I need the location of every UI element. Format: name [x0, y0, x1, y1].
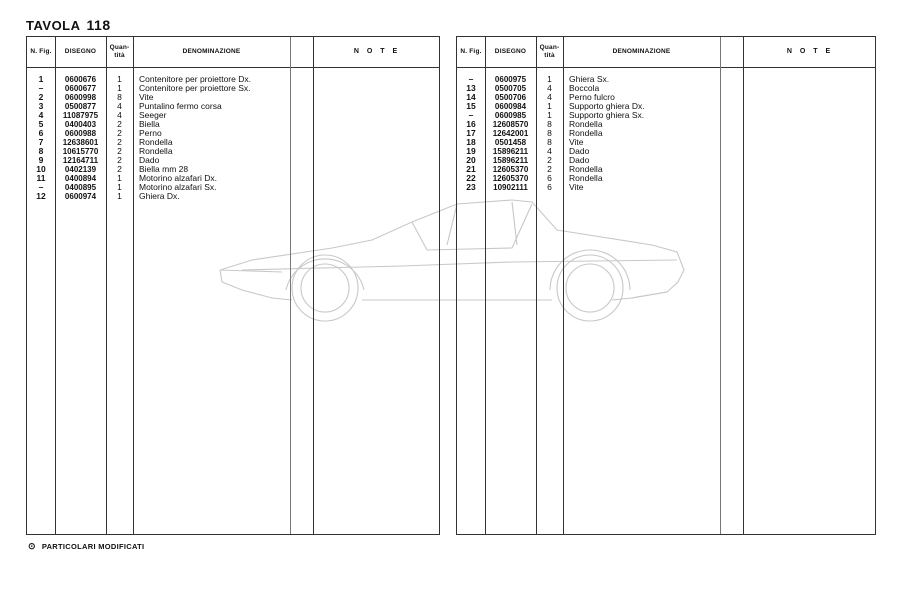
quantity: 4 [547, 83, 552, 93]
quantity: 4 [547, 146, 552, 156]
table-row [457, 93, 875, 102]
description: Biella mm 28 [139, 164, 189, 174]
quantity: 4 [547, 92, 552, 102]
table-row [27, 129, 439, 138]
header-divider [457, 67, 875, 68]
quantity: 6 [547, 182, 552, 192]
quantity: 2 [117, 146, 122, 156]
table-row [27, 192, 439, 201]
fig-number: – [468, 110, 474, 120]
part-code: 10615770 [62, 147, 99, 156]
description: Ghiera Sx. [569, 74, 610, 84]
part-code: 0600974 [64, 192, 97, 201]
description: Vite [139, 92, 154, 102]
quantity: 2 [117, 137, 122, 147]
fig-number: – [468, 74, 474, 84]
description: Rondella [139, 146, 173, 156]
quantity: 8 [117, 92, 122, 102]
footer-note [28, 541, 144, 552]
quantity: 1 [547, 74, 552, 84]
part-code: 0400403 [64, 120, 97, 129]
fig-number: 8 [38, 146, 44, 156]
table-row [457, 183, 875, 192]
quantity: 1 [117, 182, 122, 192]
description: Supporto ghiera Dx. [569, 101, 645, 111]
quantity: 6 [547, 173, 552, 183]
quantity: 2 [117, 164, 122, 174]
column-header-code: DISEGNO [494, 48, 527, 55]
fig-number: 14 [466, 92, 476, 102]
quantity: 2 [117, 155, 122, 165]
part-code: 0600988 [64, 129, 97, 138]
table-row [27, 102, 439, 111]
quantity: 2 [547, 164, 552, 174]
fig-number: 7 [38, 137, 44, 147]
part-code: 15896211 [492, 147, 529, 156]
table-row [27, 138, 439, 147]
part-code: 11087975 [62, 111, 99, 120]
table-row [457, 120, 875, 129]
table-row [457, 84, 875, 93]
part-code: 0501458 [494, 138, 527, 147]
table-row [27, 147, 439, 156]
fig-number: 4 [38, 110, 44, 120]
fig-number: 21 [466, 164, 476, 174]
part-code: 0600984 [494, 102, 527, 111]
table-row [457, 147, 875, 156]
page-title-number: 118 [86, 17, 111, 33]
page-title [26, 17, 111, 33]
quantity: 2 [547, 155, 552, 165]
table-row [27, 120, 439, 129]
fig-number: 23 [466, 182, 476, 192]
part-code: 0600975 [494, 75, 527, 84]
quantity: 8 [547, 128, 552, 138]
description: Supporto ghiera Sx. [569, 110, 645, 120]
table-row [457, 156, 875, 165]
column-header-qty: Quan- tità [109, 44, 130, 59]
fig-number: 16 [466, 119, 476, 129]
quantity: 2 [117, 128, 122, 138]
table-row [27, 183, 439, 192]
modified-marker-icon: ⊙ [28, 541, 36, 551]
column-header-desc: DENOMINAZIONE [182, 48, 241, 55]
quantity: 1 [547, 110, 552, 120]
fig-number: 9 [38, 155, 44, 165]
fig-number: 2 [38, 92, 44, 102]
description: Rondella [139, 137, 173, 147]
header-divider [27, 67, 439, 68]
description: Contenitore per proiettore Dx. [139, 74, 251, 84]
part-code: 0400894 [64, 174, 97, 183]
parts-table-right [456, 36, 876, 535]
description: Contenitore per proiettore Sx. [139, 83, 251, 93]
fig-number: 20 [466, 155, 476, 165]
table-row [27, 174, 439, 183]
part-code: 0600998 [64, 93, 97, 102]
fig-number: 15 [466, 101, 476, 111]
quantity: 4 [117, 110, 122, 120]
description: Boccola [569, 83, 600, 93]
part-code: 0600677 [64, 84, 97, 93]
quantity: 4 [117, 101, 122, 111]
parts-rows-right [457, 75, 875, 192]
description: Motorino alzafari Sx. [139, 182, 217, 192]
description: Perno [139, 128, 162, 138]
part-code: 0600985 [494, 111, 527, 120]
table-row [457, 75, 875, 84]
column-header-note: N O T E [786, 48, 834, 55]
part-code: 0500705 [494, 84, 527, 93]
part-code: 12642001 [492, 129, 529, 138]
part-code: 0600676 [64, 75, 97, 84]
description: Vite [569, 137, 584, 147]
quantity: 1 [117, 74, 122, 84]
fig-number: 17 [466, 128, 476, 138]
description: Puntalino fermo corsa [139, 101, 222, 111]
part-code: 12638601 [62, 138, 99, 147]
fig-number: 1 [38, 74, 44, 84]
column-header-desc: DENOMINAZIONE [612, 48, 671, 55]
description: Dado [569, 155, 590, 165]
part-code: 12608570 [492, 120, 529, 129]
table-row [27, 93, 439, 102]
table-row [27, 156, 439, 165]
fig-number: 3 [38, 101, 44, 111]
part-code: 0500706 [494, 93, 527, 102]
fig-number: – [38, 83, 44, 93]
column-header-qty: Quan- tità [539, 44, 560, 59]
page-title-label: TAVOLA [26, 18, 81, 33]
footer-text: PARTICOLARI MODIFICATI [41, 542, 145, 551]
part-code: 12605370 [492, 165, 529, 174]
column-header-note: N O T E [353, 48, 401, 55]
fig-number: 11 [36, 173, 46, 183]
description: Vite [569, 182, 584, 192]
table-row [27, 165, 439, 174]
description: Dado [569, 146, 590, 156]
quantity: 1 [547, 101, 552, 111]
description: Biella [139, 119, 160, 129]
quantity: 8 [547, 119, 552, 129]
part-code: 12605370 [492, 174, 529, 183]
column-header-fig: N. Fig. [460, 48, 482, 55]
description: Seeger [139, 110, 167, 120]
table-row [27, 111, 439, 120]
description: Ghiera Dx. [139, 191, 180, 201]
description: Rondella [569, 164, 603, 174]
part-code: 15896211 [492, 156, 529, 165]
part-code: 0402139 [64, 165, 97, 174]
quantity: 1 [117, 191, 122, 201]
table-row [457, 174, 875, 183]
quantity: 1 [117, 173, 122, 183]
description: Motorino alzafari Dx. [139, 173, 217, 183]
quantity: 1 [117, 83, 122, 93]
description: Rondella [569, 128, 603, 138]
fig-number: 13 [466, 83, 476, 93]
table-row [457, 102, 875, 111]
column-header-fig: N. Fig. [30, 48, 52, 55]
parts-rows-left [27, 75, 439, 201]
description: Perno fulcro [569, 92, 615, 102]
fig-number: 6 [38, 128, 44, 138]
fig-number: 18 [466, 137, 476, 147]
part-code: 0400895 [64, 183, 97, 192]
fig-number: 22 [466, 173, 476, 183]
table-row [457, 138, 875, 147]
description: Dado [139, 155, 160, 165]
column-header-code: DISEGNO [64, 48, 97, 55]
table-row [27, 84, 439, 93]
quantity: 8 [547, 137, 552, 147]
description: Rondella [569, 173, 603, 183]
part-code: 0500877 [64, 102, 97, 111]
parts-table-left [26, 36, 440, 535]
description: Rondella [569, 119, 603, 129]
fig-number: 12 [36, 191, 46, 201]
quantity: 2 [117, 119, 122, 129]
fig-number: – [38, 182, 44, 192]
table-row [457, 165, 875, 174]
part-code: 12164711 [62, 156, 99, 165]
fig-number: 5 [38, 119, 44, 129]
part-code: 10902111 [493, 183, 528, 192]
table-row [457, 129, 875, 138]
table-row [457, 111, 875, 120]
fig-number: 10 [36, 164, 46, 174]
fig-number: 19 [466, 146, 476, 156]
